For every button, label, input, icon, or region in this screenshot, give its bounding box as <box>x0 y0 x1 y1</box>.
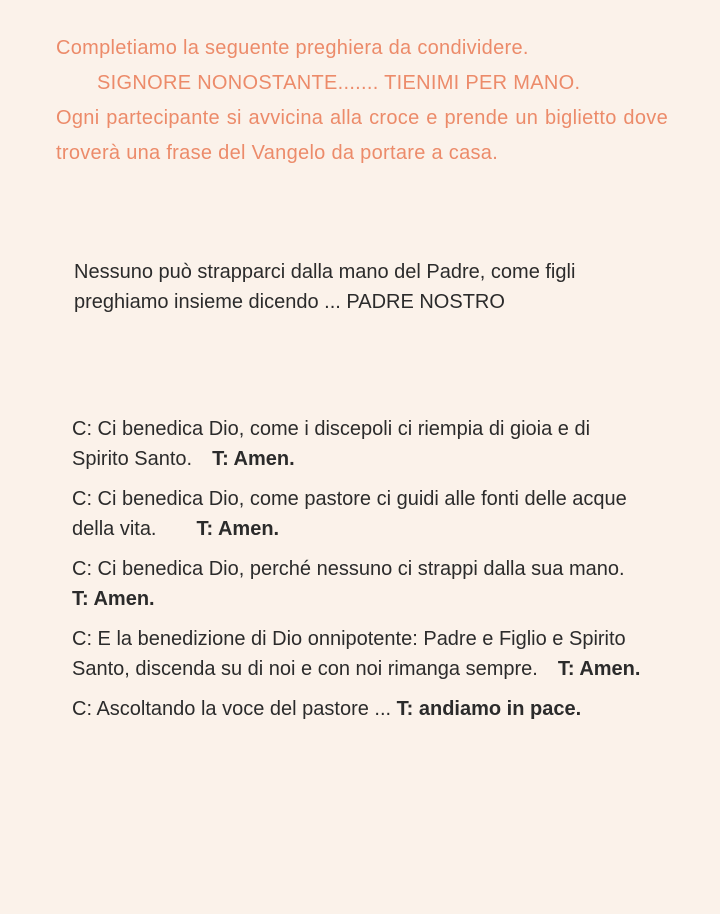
blessing-response: T: Amen. <box>212 448 295 470</box>
blessing-3 <box>72 554 652 614</box>
intro-line-2: SIGNORE NONOSTANTE....... TIENIMI PER MANO. <box>97 72 581 94</box>
blessing-text: C: E la benedizione di Dio onnipotente: Padre e Figlio e Spirito Santo, discenda su di noi e con noi rimanga sempre. <box>72 628 626 680</box>
blessing-4 <box>72 624 652 684</box>
blessing-text: C: Ci benedica Dio, perché nessuno ci strappi dalla sua mano. <box>72 558 625 580</box>
intro-line-1: Completiamo la seguente preghiera da condividere. <box>56 37 529 59</box>
our-father-invitation: Nessuno può strapparci dalla mano del Padre, come figli preghiamo insieme dicendo ... PADRE NOSTRO <box>74 261 576 313</box>
blessing-response: T: Amen. <box>72 588 155 610</box>
blessings-list <box>72 414 652 734</box>
blessing-response: T: andiamo in pace. <box>396 698 582 720</box>
blessing-text: C: Ascoltando la voce del pastore ... <box>72 698 392 720</box>
blessing-text: C: Ci benedica Dio, come i discepoli ci riempia di gioia e di Spirito Santo. <box>72 418 591 470</box>
blessing-2 <box>72 484 652 544</box>
blessing-text: C: Ci benedica Dio, come pastore ci guidi alle fonti delle acque della vita. <box>72 488 627 540</box>
blessing-response: T: Amen. <box>557 658 641 680</box>
intro-instructions <box>56 31 668 171</box>
blessing-5 <box>72 694 652 724</box>
blessing-1 <box>72 414 652 474</box>
blessing-response: T: Amen. <box>196 518 280 540</box>
intro-line-3: Ogni partecipante si avvicina alla croce e prende un biglietto dove troverà una frase del Vangelo da portare a casa. <box>56 107 668 164</box>
